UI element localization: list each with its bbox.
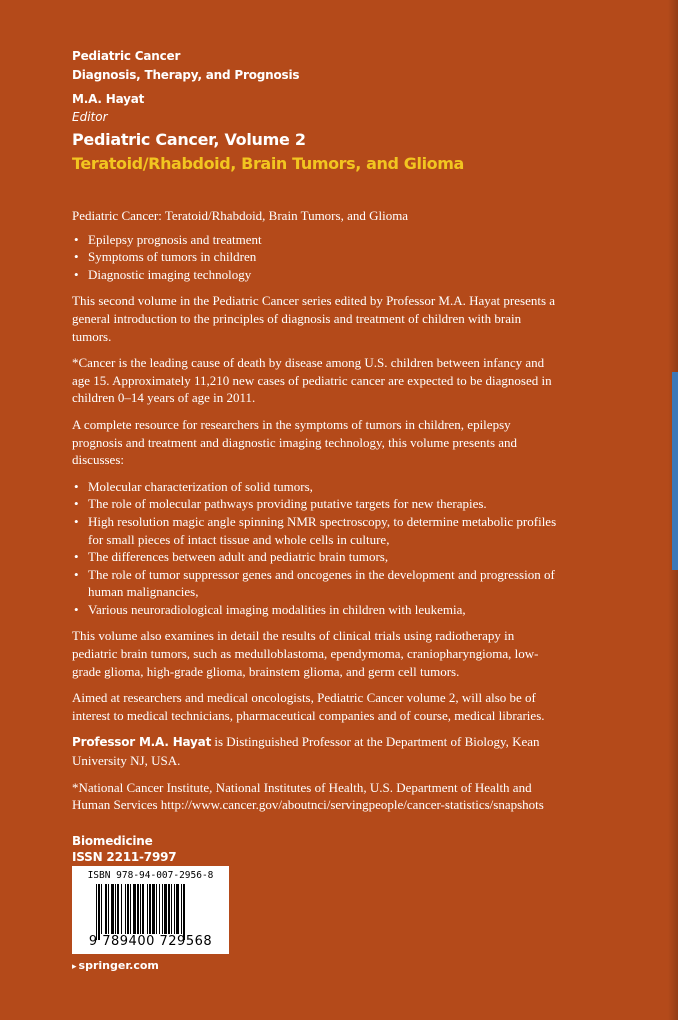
barcode-bar (127, 884, 129, 934)
imprint-block (72, 833, 176, 865)
list-item: • Epilepsy prognosis and treatment (74, 231, 262, 247)
barcode-bar (152, 884, 155, 934)
series-line-2: Diagnosis, Therapy, and Prognosis (72, 68, 300, 82)
barcode-bar (142, 884, 144, 934)
barcode-bar (115, 884, 116, 934)
trials-paragraph: This volume also examines in detail the results of clinical trials using radiotherapy in pediatric brain tumors, such as medulloblastoma, ependymoma, craniopharyngioma, low-grade glioma, high-grade glioma, brainstem glioma, and germ cell tumors. (72, 628, 539, 679)
barcode-bar (149, 884, 151, 934)
series-line-1: Pediatric Cancer (72, 49, 181, 63)
list-item: • Molecular characterization of solid tumors, (74, 478, 313, 494)
intro-paragraph: This second volume in the Pediatric Cancer series edited by Professor M.A. Hayat presents a general introduction to the principles of diagnosis and treatment of children with brain tumors. (72, 293, 556, 344)
publisher-link[interactable] (72, 959, 159, 972)
barcode-bar (181, 884, 182, 934)
barcode-bar (125, 884, 126, 934)
barcode-bar (156, 884, 157, 934)
book-title: Pediatric Cancer, Volume 2 (72, 130, 306, 149)
list-item: • High resolution magic angle spinning NMR spectroscopy, to determine metabolic profiles for small pieces of intact tissue and whole cells in culture, (74, 513, 557, 547)
list-item: • Symptoms of tumors in children (74, 249, 257, 265)
resource-paragraph: A complete resource for researchers in the symptoms of tumors in children, epilepsy prognosis and treatment and diagnostic imaging technology, this volume presents and discusses: (72, 416, 518, 468)
editor-role: Editor (72, 110, 108, 124)
list-item: • The role of molecular pathways providing putative targets for new therapies. (74, 496, 487, 512)
author-bio: is Distinguished Professor at the Department of Biology, Kean University NJ, USA. (72, 734, 540, 769)
barcode-bar (164, 884, 167, 934)
publisher-url: springer.com (78, 959, 159, 972)
barcode-bar (130, 884, 131, 934)
barcode-bar (171, 884, 172, 934)
audience-paragraph: Aimed at researchers and medical oncologists, Pediatric Cancer volume 2, will also be of interest to medical technicians, pharmaceutical companies and of course, medical libraries. (72, 690, 545, 723)
editor-name: M.A. Hayat (72, 92, 145, 106)
barcode-bar (121, 884, 122, 934)
barcode-bar (98, 884, 100, 940)
author-name: Professor M.A. Hayat (72, 735, 212, 750)
list-item: • Various neuroradiological imaging modalities in children with leukemia, (74, 601, 466, 617)
barcode-bar (159, 884, 160, 934)
author-paragraph (72, 733, 562, 769)
barcode-bar (176, 884, 179, 934)
discusses-list (72, 478, 562, 619)
book-subtitle: Teratoid/Rhabdoid, Brain Tumors, and Glioma (72, 154, 464, 173)
barcode-bar (137, 884, 139, 934)
source-footnote: *National Cancer Institute, National Institutes of Health, U.S. Department of Health and Human Services http://www.cancer.gov/aboutnci/servingpeople/cancer-statistics/snapshots (72, 779, 544, 813)
barcode-bar (162, 884, 163, 934)
list-item: • The differences between adult and pediatric brain tumors, (74, 549, 389, 565)
barcode-bar (147, 884, 148, 934)
barcode-bar (168, 884, 170, 934)
barcode (72, 866, 229, 954)
description-body (72, 207, 562, 823)
issn: ISSN 2211-7997 (72, 850, 177, 864)
topic-list (72, 231, 562, 284)
barcode-bar (140, 884, 141, 934)
list-item: • The role of tumor suppressor genes and oncogenes in the development and progression of human malignancies, (74, 566, 555, 600)
imprint-series: Biomedicine (72, 834, 153, 848)
barcode-bar (111, 884, 114, 934)
list-item: • Diagnostic imaging technology (74, 266, 252, 282)
barcode-digits: 9 789400 729568 (88, 934, 213, 949)
arrow-icon: ▸ (72, 962, 77, 972)
barcode-bar (105, 884, 107, 934)
barcode-bar (117, 884, 119, 934)
series-title (72, 47, 299, 85)
edge-color-stripe (672, 372, 678, 570)
statistic-paragraph: *Cancer is the leading cause of death by disease among U.S. children between infancy and age 15. Approximately 11,210 new cases of pediatric cancer are expected to be diagnosed in children 0–14 years of age in 2011. (72, 355, 552, 406)
isbn-label: ISBN 978-94-007-2956-8 (87, 870, 214, 881)
barcode-bar (101, 884, 102, 934)
description-lead: Pediatric Cancer: Teratoid/Rhabdoid, Brain Tumors, and Glioma (72, 208, 409, 223)
barcode-bar (183, 884, 185, 940)
barcode-bar (174, 884, 175, 934)
barcode-bar (133, 884, 136, 934)
barcode-bar (108, 884, 109, 934)
barcode-bar (96, 884, 97, 940)
